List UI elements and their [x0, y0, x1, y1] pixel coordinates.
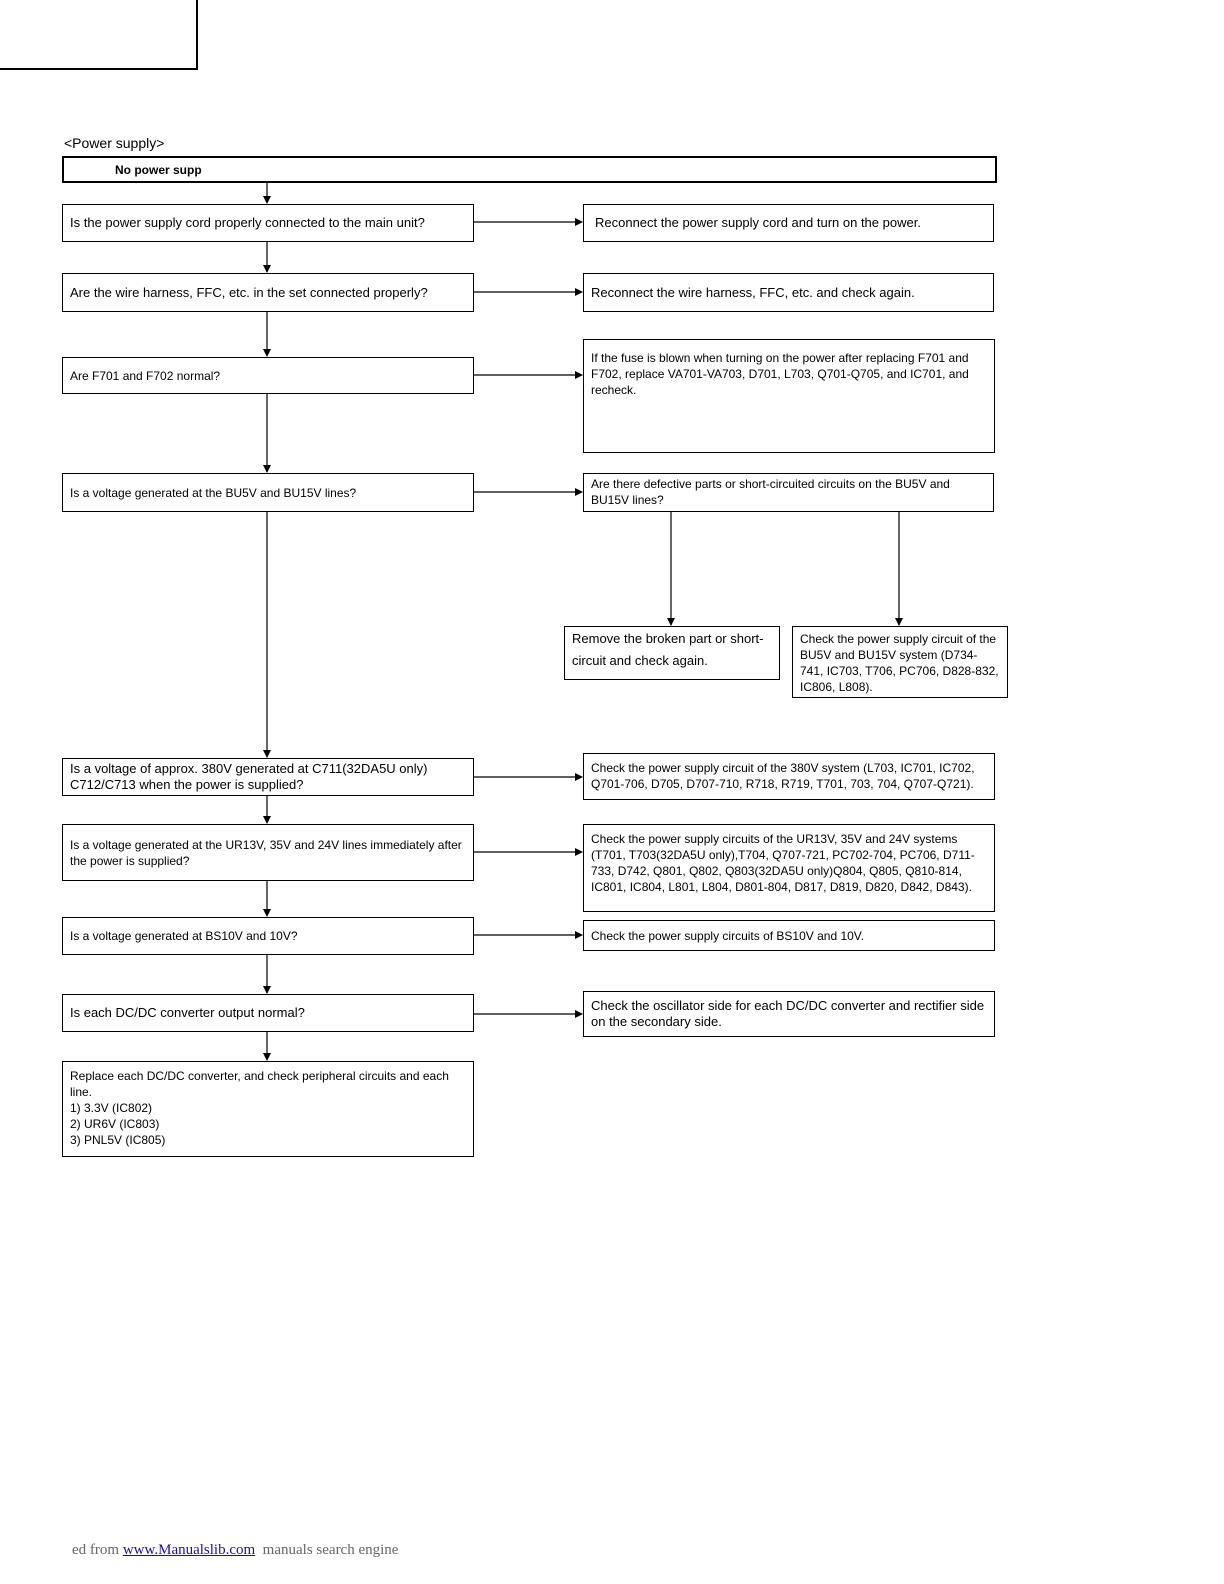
- action-ur13v-circuit-check: Check the power supply circuits of the UR13V, 35V and 24V systems (T701, T703(32DA5U only),T704, Q707-721, PC702-704, PC706, D711-733, D742, Q801, Q802, Q803(32DA5U only)Q804, Q805, Q810-814, IC801, IC804, L801, L804, D801-804, D817, D819, D820, D842, D843).: [583, 824, 995, 912]
- question-bu5v-bu15v: Is a voltage generated at the BU5V and BU15V lines?: [62, 473, 474, 512]
- action-reconnect-cord: Reconnect the power supply cord and turn on the power.: [583, 204, 994, 242]
- action-fuse-replacement: If the fuse is blown when turning on the power after replacing F701 and F702, replace VA701-VA703, D701, L703, Q701-Q705, and IC701, and recheck.: [583, 339, 995, 453]
- section-title: <Power supply>: [64, 135, 165, 151]
- corner-frame: [0, 0, 198, 70]
- action-380v-circuit-check: Check the power supply circuit of the 380V system (L703, IC701, IC702, Q701-706, D705, D707-710, R718, R719, T701, 703, 704, Q707-Q721).: [583, 753, 995, 800]
- action-bs10v-circuit-check: Check the power supply circuits of BS10V and 10V.: [583, 920, 995, 951]
- footer-suffix: manuals search engine: [255, 1542, 399, 1558]
- question-ur13v-35v-24v: Is a voltage generated at the UR13V, 35V and 24V lines immediately after the power is supplied?: [62, 824, 474, 881]
- action-oscillator-check: Check the oscillator side for each DC/DC converter and rectifier side on the secondary side.: [583, 991, 995, 1037]
- footer-prefix: ed from: [72, 1542, 123, 1558]
- question-dcdc-output: Is each DC/DC converter output normal?: [62, 994, 474, 1032]
- action-reconnect-harness: Reconnect the wire harness, FFC, etc. and check again.: [583, 273, 994, 312]
- footer: [72, 1542, 398, 1559]
- question-bs10v-10v: Is a voltage generated at BS10V and 10V?: [62, 917, 474, 955]
- question-wire-harness: Are the wire harness, FFC, etc. in the set connected properly?: [62, 273, 474, 312]
- action-defective-parts-check: Are there defective parts or short-circuited circuits on the BU5V and BU15V lines?: [583, 473, 994, 512]
- question-380v: Is a voltage of approx. 380V generated at C711(32DA5U only) C712/C713 when the power is supplied?: [62, 758, 474, 796]
- final-replace-dcdc: Replace each DC/DC converter, and check peripheral circuits and each line. 1) 3.3V (IC802) 2) UR6V (IC803) 3) PNL5V (IC805): [62, 1061, 474, 1157]
- manualslib-link[interactable]: www.Manualslib.com: [122, 1542, 256, 1558]
- action-bu5v-circuit-check: Check the power supply circuit of the BU5V and BU15V system (D734-741, IC703, T706, PC706, D828-832, IC806, L808).: [792, 626, 1008, 698]
- flowchart-header: No power supp: [62, 156, 997, 183]
- question-power-cord: Is the power supply cord properly connected to the main unit?: [62, 204, 474, 242]
- action-remove-broken-part: Remove the broken part or short-circuit and check again.: [564, 626, 780, 680]
- question-fuses: Are F701 and F702 normal?: [62, 357, 474, 394]
